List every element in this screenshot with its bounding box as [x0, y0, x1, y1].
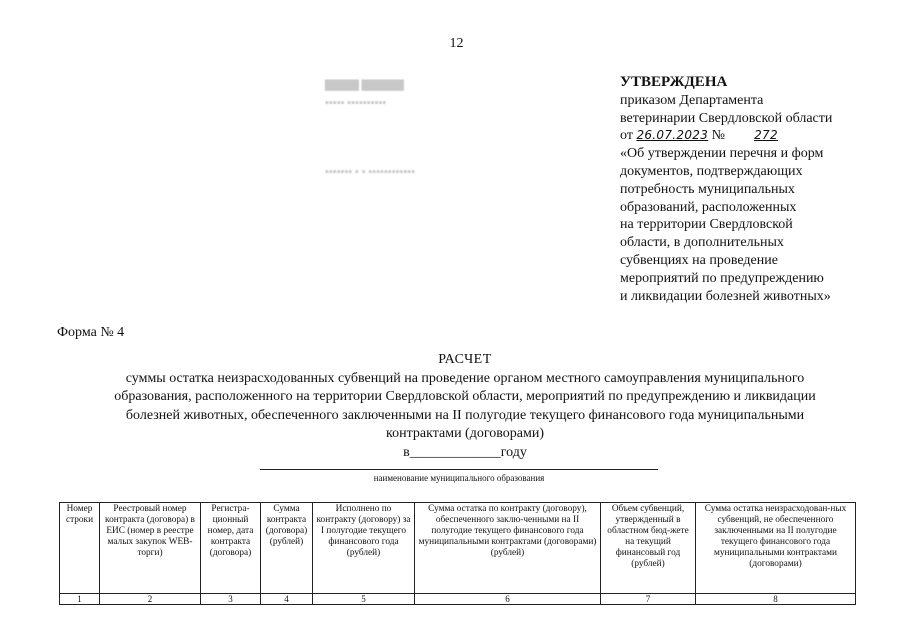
column-header: Исполнено по контракту (договору) за I полугодие текущего финансового года (рублей): [313, 503, 415, 594]
approval-number: 272: [754, 128, 778, 143]
heading-line: болезней животных, обеспеченного заключенными на II полугодие текущего финансового года муниципальными: [125, 407, 805, 423]
approval-title: УТВЕРЖДЕНА: [620, 74, 728, 90]
column-header: Номер строки: [60, 503, 100, 594]
column-header: Реестровый номер контракта (договора) в ЕИС (номер в реестре малых закупок WEB-торги): [100, 503, 201, 594]
approval-line: документов, подтверждающих: [620, 163, 803, 179]
municipality-underline: [260, 469, 658, 470]
document-heading: [60, 351, 870, 462]
table-row: [60, 594, 856, 605]
bleed-through-mark: ▪▪▪▪▪▪▪ ▪ ▪ ▪▪▪▪▪▪▪▪▪▪▪▪: [325, 166, 416, 178]
column-number: 2: [100, 594, 201, 605]
heading-title: РАСЧЕТ: [438, 352, 492, 367]
approval-line: мероприятий по предупреждению: [620, 270, 824, 286]
approval-line: приказом Департамента: [620, 92, 764, 108]
approval-line: образований, расположенных: [620, 199, 797, 215]
bleed-through-mark: ▇▇▇▇ ▇▇▇▇▇: [325, 79, 404, 91]
column-number: 8: [696, 594, 856, 605]
table-header-row: [60, 503, 856, 594]
column-header: Сумма контракта (договора) (рублей): [261, 503, 313, 594]
heading-line: образования, расположенного на территории Свердловской области, мероприятий по предупреждению и ликвидации: [114, 389, 816, 404]
date-prefix: от: [620, 128, 633, 144]
page-number: 12: [449, 36, 464, 51]
bleed-through-mark: ▪▪▪▪▪ ▪▪▪▪▪▪▪▪▪▪: [325, 97, 387, 109]
approval-line: и ликвидации болезней животных»: [620, 288, 831, 304]
column-number: 3: [201, 594, 261, 605]
approval-line: «Об утверждении перечня и форм: [620, 146, 824, 162]
number-prefix: №: [711, 128, 726, 144]
form-number: Форма № 4: [57, 325, 125, 340]
column-number: 7: [601, 594, 696, 605]
approval-line: области, в дополнительных: [620, 235, 784, 251]
column-header: Сумма остатка по контракту (договору), обеспеченного заклю-ченными на II полугодие текущего финансового года муниципальными контрактами (договорами) (рублей): [415, 503, 601, 594]
heading-line: суммы остатка неизрасходованных субвенций на проведение органом местного самоуправления муниципального: [125, 370, 805, 386]
heading-year-line: в_____________году: [403, 444, 527, 460]
approval-date-line: [620, 127, 905, 145]
approval-line: потребность муниципальных: [620, 181, 795, 197]
column-number: 6: [415, 594, 601, 605]
approval-date: 26.07.2023: [636, 128, 709, 143]
column-header: Регистра-ционный номер, дата контракта (договора): [201, 503, 261, 594]
column-header: Объем субвенций, утвержденный в областном бюд-жете на текущий финансовый год (рублей): [601, 503, 696, 594]
approval-line: на территории Свердловской: [620, 217, 793, 233]
calculation-table: [59, 502, 856, 605]
municipality-caption: наименование муниципального образования: [373, 473, 545, 483]
column-header: Сумма остатка неизрасходован-ных субвенций, не обеспеченного заключенными на II полугодие текущего финансового года муниципальными контрактами (договорами): [696, 503, 856, 594]
approval-block: [620, 74, 905, 305]
column-number: 1: [60, 594, 100, 605]
column-number: 4: [261, 594, 313, 605]
heading-line: контрактами (договорами): [386, 426, 544, 441]
column-number: 5: [313, 594, 415, 605]
approval-line: ветеринарии Свердловской области: [620, 110, 833, 126]
approval-line: субвенциях на проведение: [620, 252, 778, 268]
